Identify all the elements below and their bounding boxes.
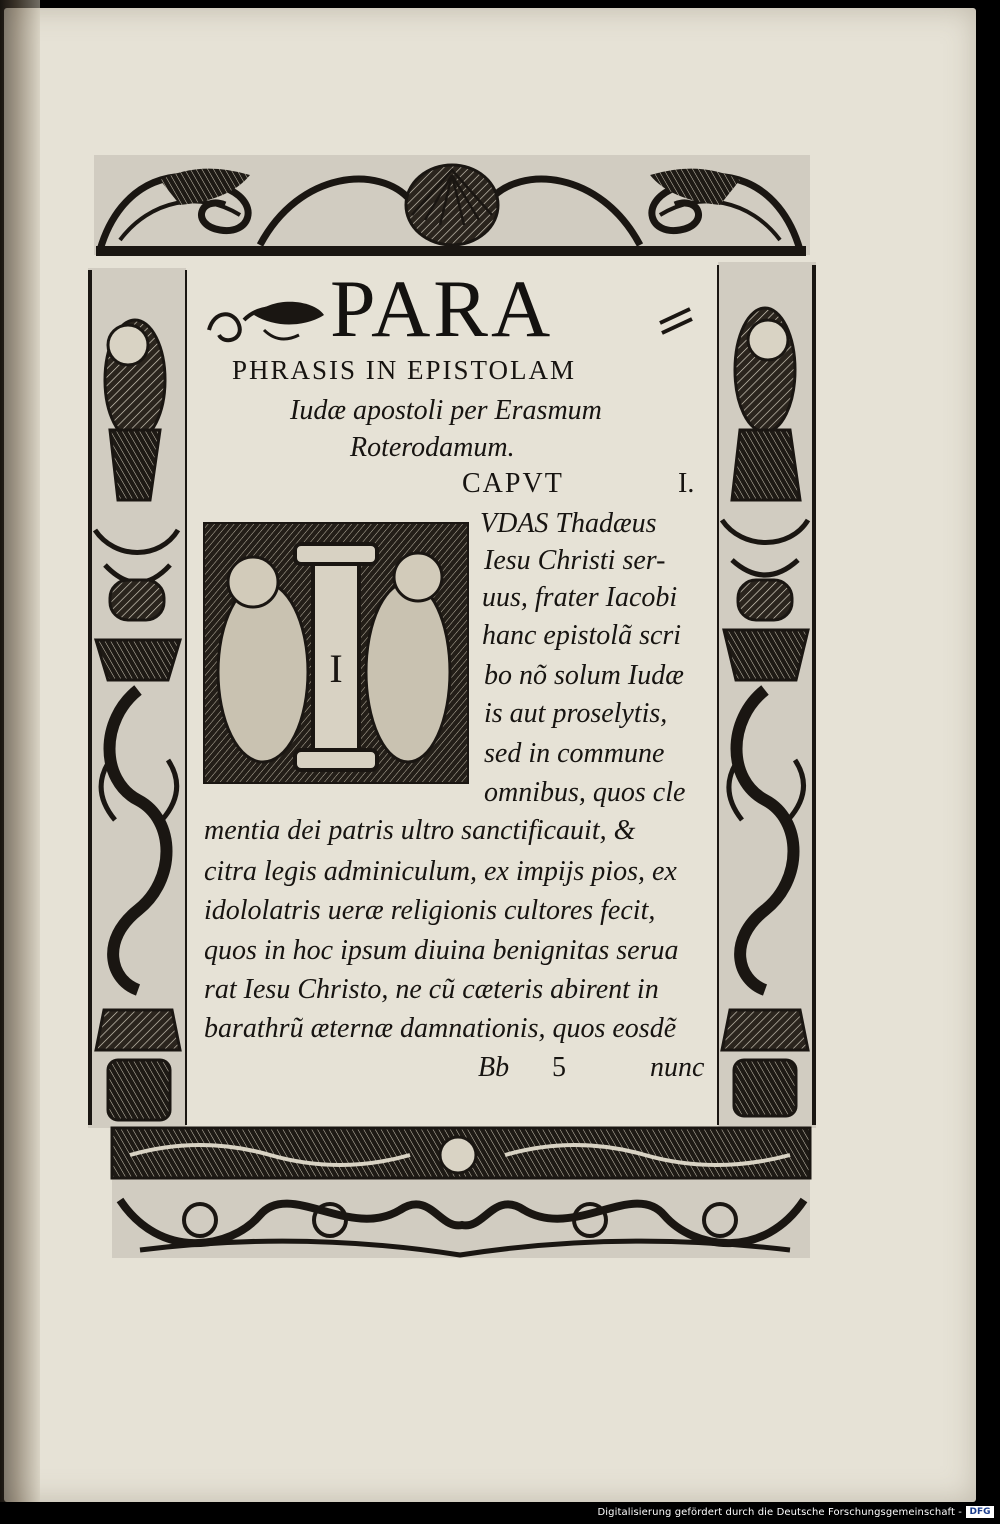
catchword: nunc xyxy=(650,1052,705,1083)
body-line: rat Iesu Christo, ne cũ cæteris abirent in xyxy=(204,974,659,1005)
heading-line-2: Roterodamum. xyxy=(350,432,515,463)
body-line: mentia dei patris ultro sanctificauit, & xyxy=(204,815,636,846)
left-column-ornament xyxy=(88,268,186,1128)
body-line: quos in hoc ipsum diuina benignitas serua xyxy=(204,935,679,966)
subtitle: PHRASIS IN EPISTOLAM xyxy=(232,355,577,385)
chapter-label: CAPVT xyxy=(462,468,564,499)
heading-line-1: Iudæ apostoli per Erasmum xyxy=(290,395,602,426)
body-line: uus, frater Iacobi xyxy=(482,582,678,613)
title-hyphen-icon xyxy=(656,305,696,335)
dfg-logo: DFG xyxy=(966,1506,994,1518)
initial-letter: I xyxy=(329,646,343,691)
body-line: omnibus, quos cle xyxy=(484,777,686,808)
body-line: VDAS Thadæus xyxy=(480,508,657,539)
chapter-number: I. xyxy=(678,468,695,499)
page-title: PARA xyxy=(330,263,554,354)
title-flourish-icon xyxy=(204,290,334,354)
signature-number: 5 xyxy=(552,1052,566,1083)
body-line: is aut proselytis, xyxy=(484,698,668,729)
right-column-ornament xyxy=(718,262,816,1128)
body-line: Iesu Christi ser- xyxy=(484,545,666,576)
body-line: barathrũ æternæ damnationis, quos eosdẽ xyxy=(204,1013,677,1044)
body-line: sed in commune xyxy=(484,738,665,769)
body-line: bo nõ solum Iudæ xyxy=(484,660,684,691)
body-line: idololatris ueræ religionis cultores fecit, xyxy=(204,895,656,926)
top-ornament xyxy=(94,155,810,256)
body-line: hanc epistolã scri xyxy=(482,620,682,651)
signature-mark: Bb xyxy=(478,1052,510,1083)
bottom-ornament xyxy=(112,1128,810,1258)
decorated-initial xyxy=(203,522,469,784)
body-line: citra legis adminiculum, ex impijs pios, ex xyxy=(204,856,677,887)
footer-credit: Digitalisierung gefördert durch die Deutsche Forschungsgemeinschaft - xyxy=(597,1507,962,1518)
